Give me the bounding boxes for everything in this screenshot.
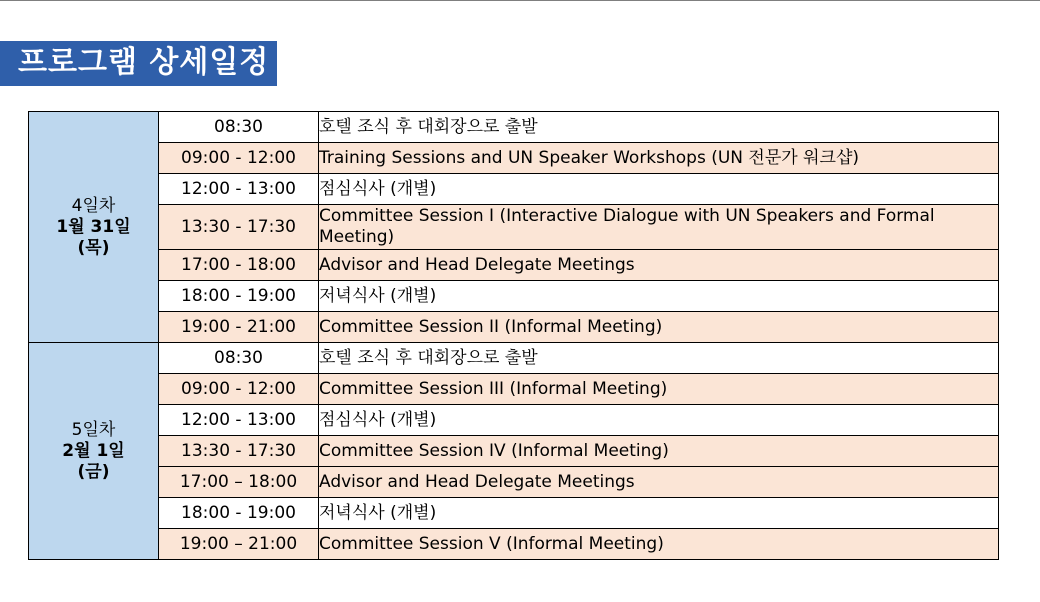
time-cell: 17:00 – 18:00 bbox=[159, 467, 319, 498]
time-cell: 13:30 - 17:30 bbox=[159, 436, 319, 467]
time-cell: 19:00 - 21:00 bbox=[159, 312, 319, 343]
time-cell: 12:00 - 13:00 bbox=[159, 174, 319, 205]
time-cell: 09:00 - 12:00 bbox=[159, 143, 319, 174]
time-cell: 09:00 - 12:00 bbox=[159, 374, 319, 405]
day-number: 5일차 bbox=[71, 419, 116, 440]
activity-cell: 호텔 조식 후 대회장으로 출발 bbox=[319, 112, 999, 143]
time-cell: 18:00 - 19:00 bbox=[159, 281, 319, 312]
day-label-cell bbox=[29, 112, 159, 343]
table-row bbox=[29, 174, 999, 205]
activity-cell: 저녁식사 (개별) bbox=[319, 281, 999, 312]
activity-cell: 저녁식사 (개별) bbox=[319, 498, 999, 529]
table-row bbox=[29, 405, 999, 436]
activity-cell: Advisor and Head Delegate Meetings bbox=[319, 467, 999, 498]
time-cell: 13:30 - 17:30 bbox=[159, 205, 319, 250]
activity-cell: Advisor and Head Delegate Meetings bbox=[319, 250, 999, 281]
table-row bbox=[29, 498, 999, 529]
activity-cell: Committee Session II (Informal Meeting) bbox=[319, 312, 999, 343]
activity-cell: 점심식사 (개별) bbox=[319, 174, 999, 205]
time-cell: 17:00 - 18:00 bbox=[159, 250, 319, 281]
table-row bbox=[29, 312, 999, 343]
table-row bbox=[29, 343, 999, 374]
activity-cell: 호텔 조식 후 대회장으로 출발 bbox=[319, 343, 999, 374]
activity-cell: Committee Session V (Informal Meeting) bbox=[319, 529, 999, 560]
activity-cell: Committee Session III (Informal Meeting) bbox=[319, 374, 999, 405]
table-row bbox=[29, 250, 999, 281]
day-weekday: (목) bbox=[77, 237, 110, 258]
time-cell: 12:00 - 13:00 bbox=[159, 405, 319, 436]
top-divider bbox=[0, 0, 1040, 1]
table-row bbox=[29, 374, 999, 405]
day-weekday: (금) bbox=[77, 461, 110, 482]
table-row bbox=[29, 436, 999, 467]
table-row bbox=[29, 112, 999, 143]
time-cell: 19:00 – 21:00 bbox=[159, 529, 319, 560]
page-title: 프로그램 상세일정 bbox=[18, 45, 270, 80]
table-row bbox=[29, 529, 999, 560]
day-date: 2월 1일 bbox=[62, 440, 125, 461]
day-label-cell bbox=[29, 343, 159, 560]
day-number: 4일차 bbox=[71, 195, 116, 216]
table-row bbox=[29, 205, 999, 250]
activity-cell: 점심식사 (개별) bbox=[319, 405, 999, 436]
activity-cell: Committee Session IV (Informal Meeting) bbox=[319, 436, 999, 467]
table-row bbox=[29, 281, 999, 312]
time-cell: 08:30 bbox=[159, 343, 319, 374]
time-cell: 18:00 - 19:00 bbox=[159, 498, 319, 529]
table-row bbox=[29, 143, 999, 174]
title-banner bbox=[0, 41, 277, 86]
activity-cell: Training Sessions and UN Speaker Workshops (UN 전문가 워크샵) bbox=[319, 143, 999, 174]
table-row bbox=[29, 467, 999, 498]
day-date: 1월 31일 bbox=[56, 216, 131, 237]
time-cell: 08:30 bbox=[159, 112, 319, 143]
schedule-table bbox=[28, 111, 999, 560]
activity-cell: Committee Session I (Interactive Dialogue with UN Speakers and Formal Meeting) bbox=[319, 205, 999, 250]
